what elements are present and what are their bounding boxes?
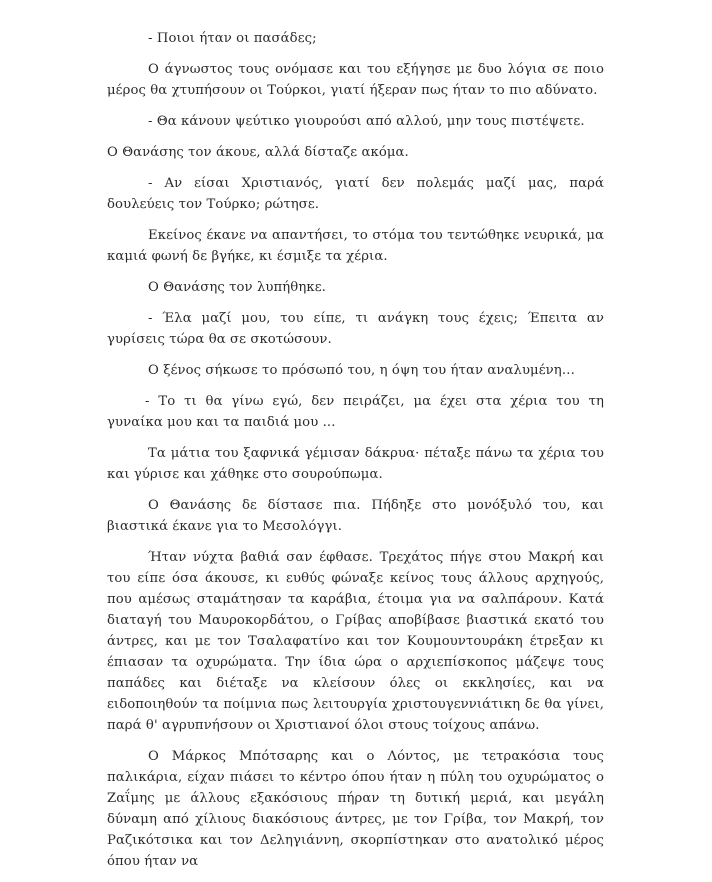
paragraph-1: - Ποιοι ήταν οι πασάδες; <box>148 31 317 46</box>
paragraph-4: Ο Θανάσης τον άκουε, αλλά δίσταζε ακόμα. <box>107 145 409 160</box>
paragraph-3: - Θα κάνουν ψεύτικο γιουρούσι από αλλού, μην τους πιστέψετε. <box>148 114 585 129</box>
paragraph-11: Τα μάτια του ξαφνικά γέμισαν δάκρυα· πέταξε πάνω τα χέρια του και γύρισε και χάθηκε στο σουρούπωμα. <box>107 446 604 482</box>
paragraph-10: - Το τι θα γίνω εγώ, δεν πειράζει, μα έχει στα χέρια του τη γυναίκα μου και τα παιδιά μου ... <box>107 394 604 430</box>
paragraph-8: - Έλα μαζί μου, του είπε, τι ανάγκη τους έχεις; Έπειτα αν γυρίσεις τώρα θα σε σκοτώσουν. <box>107 311 604 347</box>
paragraph-7: Ο Θανάσης τον λυπήθηκε. <box>148 280 326 295</box>
paragraph-5: - Αν είσαι Χριστιανός, γιατί δεν πολεμάς μαζί μας, παρά δουλεύεις τον Τούρκο; ρώτησε. <box>107 176 604 212</box>
paragraph-6: Εκείνος έκανε να απαντήσει, το στόμα του τεντώθηκε νευρικά, μα καμιά φωνή δε βγήκε, κι έσμιξε τα χέρια. <box>107 228 604 264</box>
paragraph-12: Ο Θανάσης δε δίστασε πια. Πήδηξε στο μονόξυλό του, και βιαστικά έκανε για το Μεσολόγγι. <box>107 498 604 534</box>
paragraph-14: Ο Μάρκος Μπότσαρης και ο Λόντος, με τετρακόσια τους παλικάρια, είχαν πιάσει το κέντρο όπου ήταν η πύλη του οχυρώματος ο Ζαΐμης με άλλους εξακόσιους πήραν τη δυτική μεριά, και μεγάλη δύναμη από χίλιους διακόσιους άντρες, με τον Γρίβα, τον Μακρή, τον Ραζικότσικα και τον Δεληγιάννη, σκορπίστηκαν στο ανατολικό μέρος όπου ήταν να <box>107 749 604 869</box>
paragraph-2: Ο άγνωστος τους ονόμασε και του εξήγησε με δυο λόγια σε ποιο μέρος θα χτυπήσουν οι Τούρκοι, γιατί ήξεραν πως ήταν το πιο αδύνατο. <box>107 62 604 98</box>
paragraph-13: Ήταν νύχτα βαθιά σαν έφθασε. Τρεχάτος πήγε στου Μακρή και του είπε όσα άκουσε, κι ευθύς φώναξε κείνος τους άλλους αρχηγούς, που αμέσως σταμάτησαν τα καράβια, έτοιμα για να σαλπάρουν. Κατά διαταγή του Μαυροκορδάτου, ο Γρίβας αποβίβασε βιαστικά εκατό του άντρες, και με τον Τσαλαφατίνο και τον Κουμουντουράκη έτρεξαν κι έπιασαν τα οχυρώματα. Την ίδια ώρα ο αρχιεπίσκοπος μάζεψε τους παπάδες και διέταξε να κλείσουν όλες οι εκκλησίες, και να ειδοποιηθούν τα ποίμνια πως λειτουργία χριστουγεννιάτικη δε θα γίνει, παρά θ' αγρυπνήσουν οι Χριστιανοί όλοι στους τοίχους απάνω. <box>107 550 604 733</box>
paragraph-9: Ο ξένος σήκωσε το πρόσωπό του, η όψη του ήταν αναλυμένη… <box>148 363 576 378</box>
document-page <box>107 28 604 882</box>
